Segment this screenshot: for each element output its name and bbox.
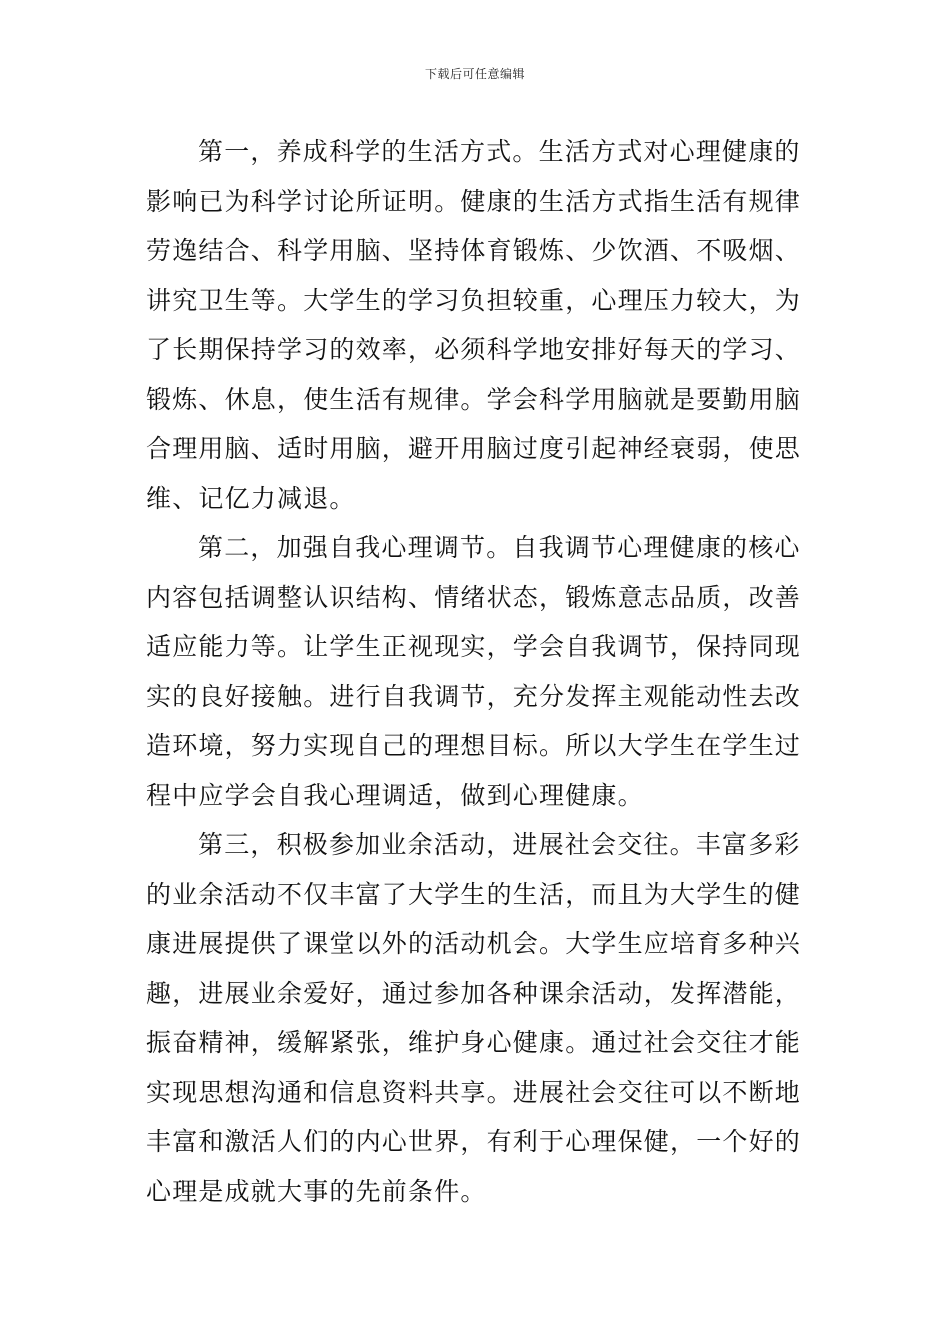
paragraph-3-line-3: 康进展提供了课堂以外的活动机会。大学生应培育多种兴 bbox=[146, 929, 802, 958]
paragraph-1-line-7: 合理用脑、适时用脑，避开用脑过度引起神经衰弱，使思 bbox=[146, 434, 802, 463]
paragraph-3-line-7: 丰富和激活人们的内心世界，有利于心理保健，一个好的 bbox=[146, 1127, 802, 1156]
paragraph-3-line-6: 实现思想沟通和信息资料共享。进展社会交往可以不断地 bbox=[146, 1077, 802, 1107]
paragraph-1-line-2: 影响已为科学讨论所证明。健康的生活方式指生活有规律 bbox=[146, 186, 802, 216]
paragraph-2-line-6: 程中应学会自我心理调适，做到心理健康。 bbox=[146, 780, 644, 810]
paragraph-2-line-5: 造环境，努力实现自己的理想目标。所以大学生在学生过 bbox=[146, 731, 802, 760]
paragraph-3-line-2: 的业余活动不仅丰富了大学生的生活，而且为大学生的健 bbox=[146, 879, 802, 909]
paragraph-2-line-4: 实的良好接触。进行自我调节，充分发挥主观能动性去改 bbox=[146, 681, 802, 711]
paragraph-1-line-5: 了长期保持学习的效率，必须科学地安排好每天的学习、 bbox=[146, 335, 802, 364]
document-body bbox=[146, 127, 814, 1216]
paragraph-2-line-2: 内容包括调整认识结构、情绪状态，锻炼意志品质，改善 bbox=[146, 582, 802, 612]
paragraph-3-line-5: 振奋精神，缓解紧张，维护身心健康。通过社会交往才能 bbox=[146, 1028, 802, 1057]
paragraph-1-line-8: 维、记亿力减退。 bbox=[146, 483, 356, 513]
paragraph-1-line-3: 劳逸结合、科学用脑、坚持体育锻炼、少饮酒、不吸烟、 bbox=[146, 236, 802, 265]
paragraph-3-line-1: 第三，积极参加业余活动，进展社会交往。丰富多彩 bbox=[198, 830, 801, 859]
paragraph-1-line-1: 第一，养成科学的生活方式。生活方式对心理健康的 bbox=[198, 137, 801, 166]
paragraph-2-line-1: 第二，加强自我心理调节。自我调节心理健康的核心 bbox=[198, 533, 801, 562]
paragraph-1-line-4: 讲究卫生等。大学生的学习负担较重，心理压力较大，为 bbox=[146, 285, 802, 315]
paragraph-3-line-8: 心理是成就大事的先前条件。 bbox=[146, 1176, 487, 1206]
paragraph-1-line-6: 锻炼、休息，使生活有规律。学会科学用脑就是要勤用脑 bbox=[146, 384, 802, 414]
paragraph-2-line-3: 适应能力等。让学生正视现实，学会自我调节，保持同现 bbox=[146, 632, 802, 661]
page-header: 下载后可任意编辑 bbox=[424, 67, 525, 81]
paragraph-3-line-4: 趣，进展业余爱好，通过参加各种课余活动，发挥潜能， bbox=[146, 978, 802, 1008]
